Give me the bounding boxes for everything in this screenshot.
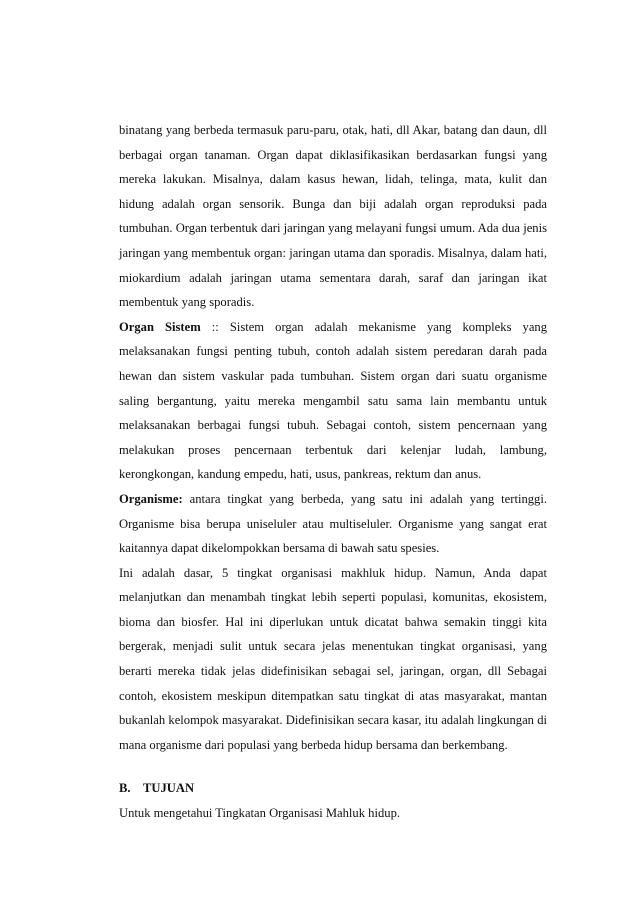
section-text: Untuk mengetahui Tingkatan Organisasi Mahluk hidup. (119, 806, 401, 821)
document-body (119, 118, 547, 826)
paragraph-text: :: Sistem organ adalah mekanisme yang kompleks yang melaksanakan fungsi penting tubuh, contoh adalah sistem peredaran darah pada hewan dan sistem vaskular pada tumbuhan. Sistem organ dari suatu organisme saling bergantung, yaitu mereka mengambil satu sama lain membantu untuk melaksanakan berbagai fungsi tubuh. Sebagai contoh, sistem pencernaan yang melakukan proses pencernaan terbentuk dari kelenjar ludah, lambung, kerongkongan, kandung empedu, hati, usus, pankreas, rektum dan anus. (119, 319, 547, 482)
paragraph-lead: Organ Sistem (119, 319, 201, 334)
paragraph-organ-system (119, 315, 547, 487)
section-number: B. (119, 781, 131, 796)
paragraph-lead: Organisme: (119, 491, 183, 506)
paragraph-organ (119, 118, 547, 315)
section-title: TUJUAN (143, 781, 195, 796)
section-spacer (119, 757, 547, 776)
paragraph-organism (119, 487, 547, 561)
paragraph-levels (119, 561, 547, 758)
paragraph-text: antara tingkat yang berbeda, yang satu ini adalah yang tertinggi. Organisme bisa berupa uniseluler atau multiseluler. Organisme yang sangat erat kaitannya dapat dikelompokkan bersama di bawah satu spesies. (119, 491, 547, 556)
paragraph-text: Ini adalah dasar, 5 tingkat organisasi makhluk hidup. Namun, Anda dapat melanjutkan dan menambah tingkat lebih seperti populasi, komunitas, ekosistem, bioma dan biosfer. Hal ini diperlukan untuk dicatat bahwa semakin tinggi kita bergerak, menjadi sulit untuk secara jelas menentukan tingkat organisasi, yang berarti mereka tidak jelas didefinisikan sebagai sel, jaringan, organ, dll Sebagai contoh, ekosistem meskipun ditempatkan satu tingkat di atas masyarakat, mantan bukanlah kelompok masyarakat. Didefinisikan secara kasar, itu adalah lingkungan di mana organisme dari populasi yang berbeda hidup bersama dan berkembang. (119, 565, 547, 752)
section-heading (119, 776, 547, 801)
paragraph-text: binatang yang berbeda termasuk paru-paru, otak, hati, dll Akar, batang dan daun, dll berbagai organ tanaman. Organ dapat diklasifikasikan berdasarkan fungsi yang mereka lakukan. Misalnya, dalam kasus hewan, lidah, telinga, mata, kulit dan hidung adalah organ sensorik. Bunga dan biji adalah organ reproduksi pada tumbuhan. Organ terbentuk dari jaringan yang melayani fungsi umum. Ada dua jenis jaringan yang membentuk organ: jaringan utama dan sporadis. Misalnya, dalam hati, miokardium adalah jaringan utama sementara darah, saraf dan jaringan ikat membentuk yang sporadis. (119, 123, 547, 310)
